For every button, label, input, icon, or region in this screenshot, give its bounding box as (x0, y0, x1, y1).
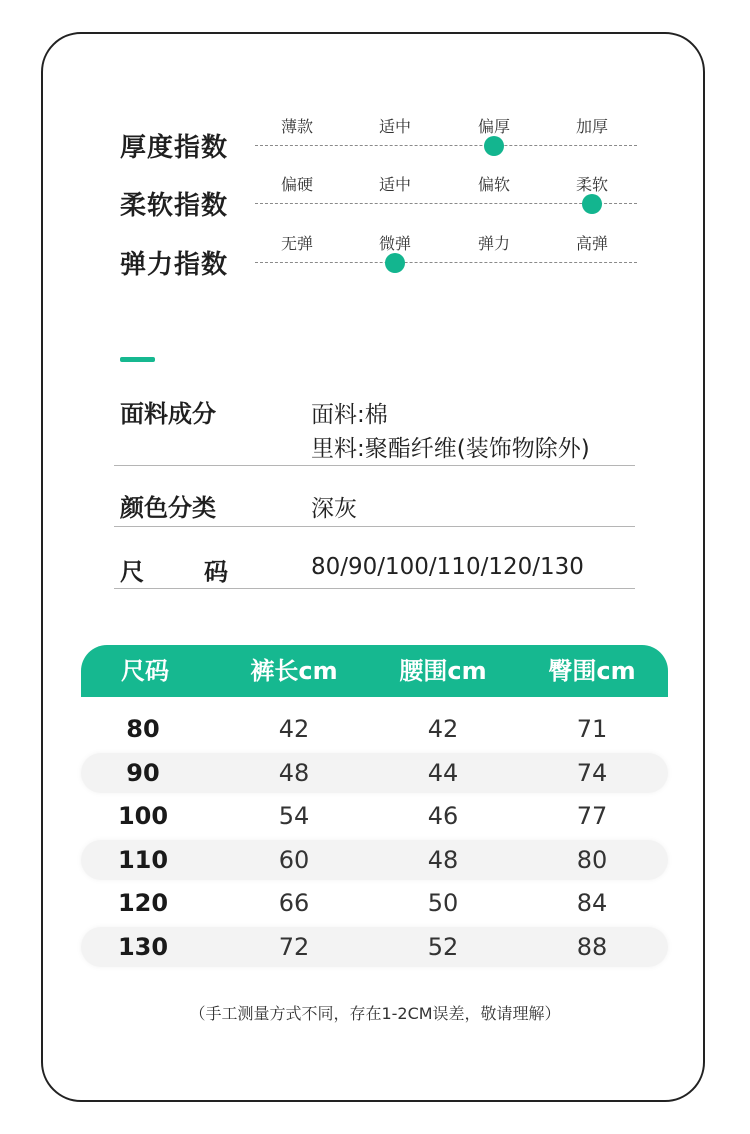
measure-cell: 42 (427, 715, 459, 743)
size-cell: 90 (126, 758, 160, 787)
measure-cell: 71 (576, 715, 608, 743)
index-title: 柔软指数 (120, 191, 229, 221)
index-indicator-dot (385, 253, 405, 273)
measure-cell: 48 (278, 758, 310, 787)
divider (114, 465, 635, 466)
material-outer: 面料:棉 (311, 402, 388, 428)
measure-cell: 74 (576, 758, 608, 787)
size-cell: 130 (117, 933, 169, 961)
size-table-header (81, 645, 668, 697)
index-indicator-dot (484, 136, 504, 156)
index-level-label: 适中 (378, 175, 412, 194)
measure-cell: 80 (576, 845, 608, 874)
index-scale-line (255, 203, 637, 204)
header-waist: 腰围cm (399, 657, 487, 685)
measure-cell: 42 (278, 715, 310, 743)
index-level-label: 无弹 (280, 234, 314, 253)
size-cell: 120 (117, 889, 169, 918)
measure-cell: 88 (576, 933, 608, 961)
header-hip: 臀围cm (548, 657, 636, 685)
material-lining: 里料:聚酯纤维(装饰物除外) (311, 436, 590, 462)
table-row (81, 927, 668, 967)
index-level-label: 弹力 (477, 234, 511, 253)
measure-cell: 48 (427, 845, 459, 874)
index-scale-line (255, 262, 637, 263)
table-row (81, 709, 668, 749)
divider (114, 526, 635, 527)
header-length: 裤长cm (250, 657, 338, 685)
table-row (81, 883, 668, 923)
table-row (81, 796, 668, 836)
table-row (81, 840, 668, 880)
index-level-label: 偏硬 (280, 175, 314, 194)
index-level-label: 高弹 (575, 234, 609, 253)
index-title: 弹力指数 (120, 250, 229, 280)
size-cell: 110 (117, 845, 169, 874)
measure-cell: 84 (576, 889, 608, 918)
size-label-char: 尺 (120, 558, 144, 586)
index-level-label: 偏厚 (477, 117, 511, 136)
color-label: 颜色分类 (120, 494, 216, 522)
measure-cell: 72 (278, 933, 310, 961)
measure-cell: 52 (427, 933, 459, 961)
size-value: 80/90/100/110/120/130 (311, 554, 584, 580)
measure-cell: 77 (576, 802, 608, 831)
measure-cell: 54 (278, 802, 310, 831)
table-row (81, 753, 668, 793)
index-indicator-dot (582, 194, 602, 214)
color-value: 深灰 (311, 496, 357, 522)
size-cell: 100 (117, 802, 169, 831)
index-level-label: 薄款 (280, 117, 314, 136)
index-level-label: 偏软 (477, 175, 511, 194)
header-size: 尺码 (121, 657, 169, 685)
measure-cell: 60 (278, 845, 310, 874)
measure-cell: 46 (427, 802, 459, 831)
index-title: 厚度指数 (120, 133, 229, 163)
index-level-label: 适中 (378, 117, 412, 136)
footnote: （手工测量方式不同，存在1-2CM误差，敬请理解） (189, 1004, 561, 1023)
index-level-label: 微弹 (378, 234, 412, 253)
measure-cell: 44 (427, 758, 459, 787)
size-cell: 80 (126, 715, 160, 743)
measure-cell: 50 (427, 889, 459, 918)
index-level-label: 加厚 (575, 117, 609, 136)
material-label: 面料成分 (120, 400, 216, 428)
index-level-label: 柔软 (575, 175, 609, 194)
divider (114, 588, 635, 589)
section-accent-bar (120, 357, 155, 362)
measure-cell: 66 (278, 889, 310, 918)
size-label-char: 码 (204, 558, 228, 586)
index-scale-line (255, 145, 637, 146)
